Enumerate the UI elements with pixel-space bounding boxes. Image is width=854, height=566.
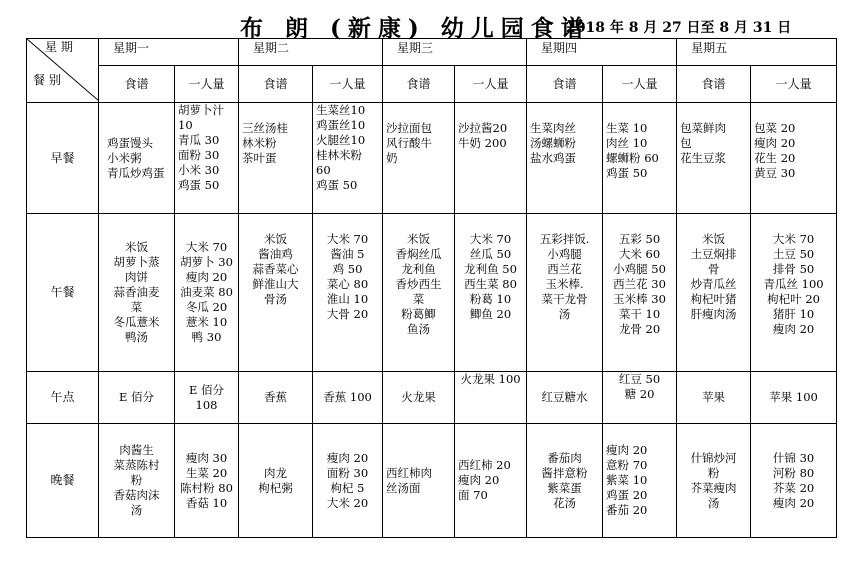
menu-cell: 米饭 香焖丝瓜 龙利鱼 香炒西生 菜 粉葛鲫 鱼汤 [383,214,455,372]
menu-cell: 肉酱生 菜蒸陈村 粉 香菇肉沫 汤 [99,424,175,538]
corner-cell [27,39,99,103]
menu-cell: 三丝汤桂 林米粉 茶叶蛋 [239,103,313,214]
quantity-cell: 瘦肉 20 意粉 70 紫菜 10 鸡蛋 20 番茄 20 [603,424,677,538]
sub-header: 食谱 [527,66,603,103]
menu-cell: 包菜鲜肉 包 花生豆浆 [677,103,751,214]
sub-header: 一人量 [751,66,837,103]
breakfast-row [27,103,837,214]
sub-header: 一人量 [603,66,677,103]
menu-cell: 沙拉面包 风行酸牛 奶 [383,103,455,214]
menu-cell: 火龙果 [383,372,455,424]
sub-header-row [27,66,837,103]
quantity-cell: 西红柿 20 瘦肉 20 面 70 [455,424,527,538]
weekly-menu-table [26,38,837,538]
quantity-cell: 苹果 100 [751,372,837,424]
menu-cell: 番茄肉 酱拌意粉 紫菜蛋 花汤 [527,424,603,538]
lunch-row [27,214,837,372]
quantity-cell: 大米 70 丝瓜 50 龙利鱼 50 西生菜 80 粉葛 10 鲫鱼 20 [455,214,527,372]
quantity-cell: 什锦 30 河粉 80 芥菜 20 瘦肉 20 [751,424,837,538]
meal-label: 午点 [27,372,99,424]
menu-cell: 红豆糖水 [527,372,603,424]
quantity-cell: 包菜 20 瘦肉 20 花生 20 黄豆 30 [751,103,837,214]
quantity-cell: 沙拉酱20 牛奶 200 [455,103,527,214]
day-header: 星期一 [99,39,239,66]
sub-header: 食谱 [383,66,455,103]
dinner-row [27,424,837,538]
quantity-cell: 生菜丝10 鸡蛋丝10 火腿丝10 桂林米粉 60 鸡蛋 50 [313,103,383,214]
menu-cell: 米饭 酱油鸡 蒜香菜心 鲜淮山大 骨汤 [239,214,313,372]
menu-header [0,0,854,40]
quantity-cell: 大米 70 土豆 50 排骨 50 青瓜丝 100 枸杞叶 20 猪肝 10 瘦肉 20 [751,214,837,372]
quantity-cell: 大米 70 胡萝卜 30 瘦肉 20 油麦菜 80 冬瓜 20 薏米 10 鸭 30 [175,214,239,372]
day-header: 星期二 [239,39,383,66]
meal-label: 午餐 [27,214,99,372]
menu-cell: 什锦炒河 粉 芥菜瘦肉 汤 [677,424,751,538]
menu-cell: 米饭 胡萝卜蒸 肉饼 蒜香油麦 菜 冬瓜薏米 鸭汤 [99,214,175,372]
snack-row [27,372,837,424]
quantity-cell: 大米 70 酱油 5 鸡 50 菜心 80 淮山 10 大骨 20 [313,214,383,372]
quantity-cell: 胡萝卜汁 10 青瓜 30 面粉 30 小米 30 鸡蛋 50 [175,103,239,214]
date-range: 2018 年 8 月 27 日至 8 月 31 日 [566,20,792,36]
quantity-cell: 红豆 50 糖 20 [603,372,677,424]
quantity-cell: 五彩 50 大米 60 小鸡腿 50 西兰花 30 玉米棒 30 菜干 10 龙骨 20 [603,214,677,372]
day-header: 星期五 [677,39,837,66]
menu-cell: E 佰分 [99,372,175,424]
menu-cell: 香蕉 [239,372,313,424]
sub-header: 一人量 [313,66,383,103]
quantity-cell: 瘦肉 20 面粉 30 枸杞 5 大米 20 [313,424,383,538]
menu-cell: 五彩拌饭. 小鸡腿 西兰花 玉米棒. 菜干龙骨 汤 [527,214,603,372]
menu-cell: 生菜肉丝 汤螺蛳粉 盐水鸡蛋 [527,103,603,214]
sub-header: 食谱 [677,66,751,103]
menu-cell: 鸡蛋馒头 小米粥 青瓜炒鸡蛋 [99,103,175,214]
menu-cell: 苹果 [677,372,751,424]
corner-meal-label: 餐 别 [33,73,61,87]
day-header: 星期四 [527,39,677,66]
quantity-cell: 火龙果 100 [455,372,527,424]
menu-cell: 米饭 土豆焖排 骨 炒青瓜丝 枸杞叶猪 肝瘦肉汤 [677,214,751,372]
quantity-cell: 香蕉 100 [313,372,383,424]
sub-header: 食谱 [99,66,175,103]
quantity-cell: 瘦肉 30 生菜 20 陈村粉 80 香菇 10 [175,424,239,538]
sub-header: 一人量 [175,66,239,103]
quantity-cell: 生菜 10 肉丝 10 螺蛳粉 60 鸡蛋 50 [603,103,677,214]
quantity-cell: E 佰分 108 [175,372,239,424]
day-header: 星期三 [383,39,527,66]
day-header-row [27,39,837,66]
meal-label: 早餐 [27,103,99,214]
corner-weekday-label: 星 期 [45,40,73,54]
menu-cell: 肉龙 枸杞粥 [239,424,313,538]
sub-header: 食谱 [239,66,313,103]
sub-header: 一人量 [455,66,527,103]
menu-cell: 西红柿肉 丝汤面 [383,424,455,538]
meal-label: 晚餐 [27,424,99,538]
page-title: 布 朗 (新康) 幼儿园食谱 [240,15,591,42]
